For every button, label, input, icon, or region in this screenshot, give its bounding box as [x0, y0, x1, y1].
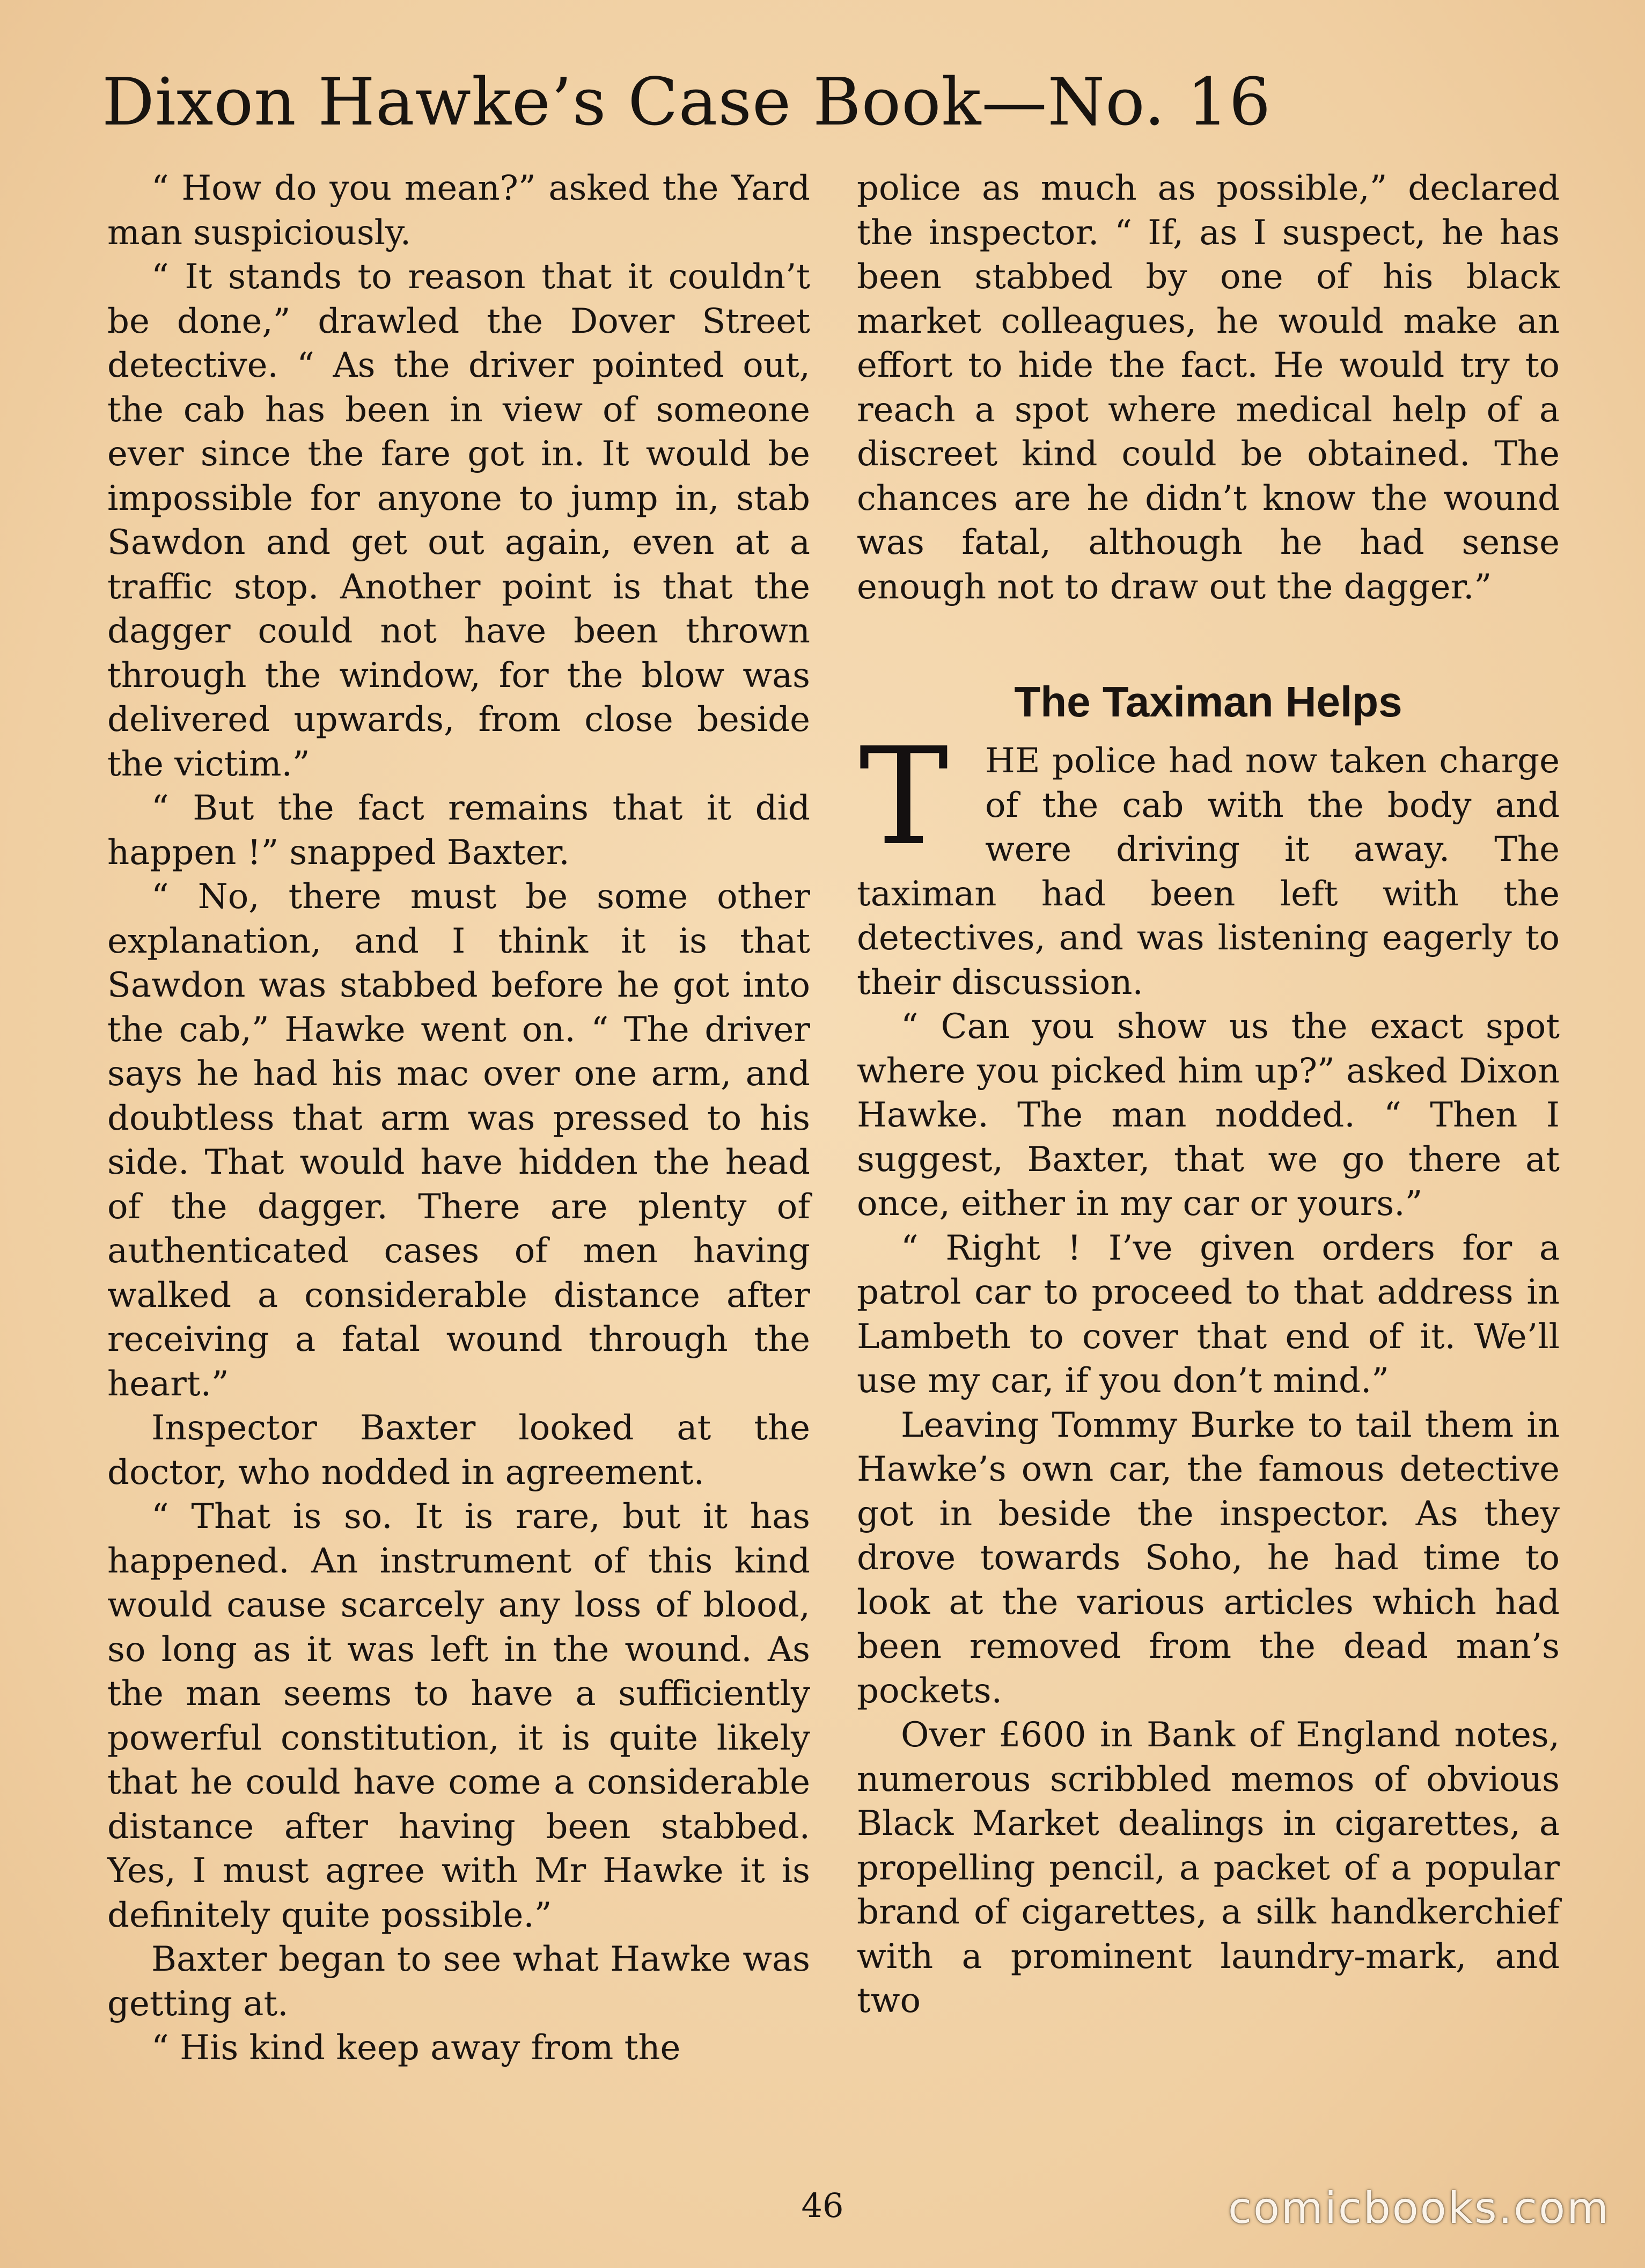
watermark: comicbooks.com [1228, 2183, 1610, 2233]
page-title: Dixon Hawke’s Case Book—No. 16 [102, 64, 1272, 140]
paragraph: “ Can you show us the exact spot where you picked him up?” asked Dixon Hawke. The man nodded. “ Then I suggest, Baxter, that we go there at once, either in my car or yours.” [857, 1007, 1560, 1224]
paragraph: “ That is so. It is rare, but it has happened. An instrument of this kind would cause scarcely any loss of blood, so long as it was left in the wound. As the man seems to have a sufficiently powerful constitution, it is quite likely that he could have come a considerable distance after having been stabbed. Yes, I must agree with Mr Hawke it is definitely quite possible.” [107, 1497, 810, 1935]
paragraph-continued: police as much as possible,” declared the inspector. “ If, as I suspect, he has been stabbed by one of his black market colleagues, he would make an effort to hide the fact. He would try to reach a spot where medical help of a discreet kind could be obtained. The chances are he didn’t know the wound was fatal, although he had sense enough not to draw out the dagger.” [857, 169, 1560, 607]
drop-cap-paragraph-text: HE police had now taken charge of the cab with the body and were driving it away. The taximan had been left with the detectives, and was listening eagerly to their discussion. [857, 741, 1560, 1003]
paragraph: “ How do you mean?” asked the Yard man suspiciously. [107, 169, 810, 253]
right-column [857, 166, 1560, 2023]
page-number: 46 [801, 2186, 844, 2225]
left-column [107, 166, 810, 2071]
paragraph: “ Right ! I’ve given orders for a patrol car to proceed to that address in Lambeth to cover that end of it. We’ll use my car, if you don’t mind.” [857, 1228, 1560, 1401]
drop-cap-letter: T [859, 719, 949, 875]
paragraph: “ No, there must be some other explanation, and I think it is that Sawdon was stabbed before he got into the cab,” Hawke went on. “ The driver says he had his mac over one arm, and doubtless that arm was pressed to his side. That would have hidden the head of the dagger. There are plenty of authenticated cases of men having walked a considerable distance after receiving a fatal wound through the heart.” [107, 877, 810, 1404]
paragraph: Inspector Baxter looked at the doctor, who nodded in agreement. [107, 1408, 810, 1493]
paragraph: “ It stands to reason that it couldn’t be done,” drawled the Dover Street detective. “ As the driver pointed out, the cab has been in view of someone ever since the fare got in. It would be impossible for anyone to jump in, stab Sawdon and get out again, even at a traffic stop. Another point is that the dagger could not have been thrown through the window, for the blow was delivered upwards, from close beside the victim.” [107, 257, 810, 784]
paragraph: “ But the fact remains that it did happen !” snapped Baxter. [107, 788, 810, 873]
section-subheading: The Taximan Helps [1014, 678, 1402, 726]
paragraph: Baxter began to see what Hawke was getting at. [107, 1940, 810, 2024]
paragraph: Leaving Tommy Burke to tail them in Hawke’s own car, the famous detective got in beside the inspector. As they drove towards Soho, he had time to look at the various articles which had been removed from the dead man’s pockets. [857, 1405, 1560, 1711]
drop-cap-paragraph [857, 719, 1560, 1005]
paragraph: Over £600 in Bank of England notes, numerous scribbled memos of obvious Black Market dealings in cigarettes, a propelling pencil, a packet of a popular brand of cigarettes, a silk handkerchief with a prominent laundry-mark, and two [857, 1715, 1560, 2021]
paragraph: “ His kind keep away from the [151, 2028, 681, 2068]
